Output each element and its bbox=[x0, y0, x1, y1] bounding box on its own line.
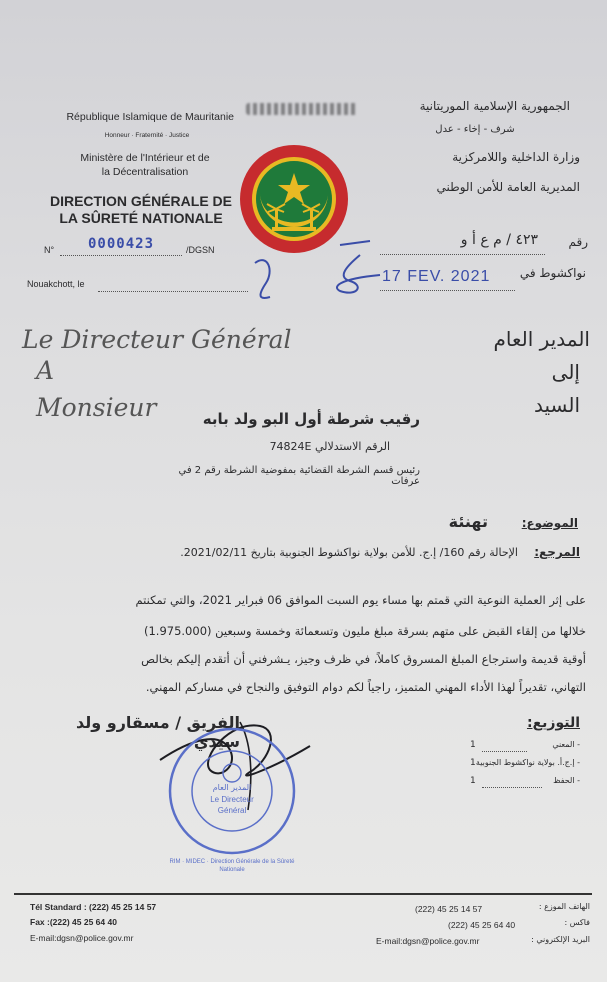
number-dots bbox=[60, 254, 182, 256]
top-scribble bbox=[246, 103, 358, 115]
fr-ministry-line1: Ministère de l'Intérieur et de bbox=[80, 152, 210, 164]
reference-value: الإحالة رقم 160/ إ.ج. للأمن بولاية نواكشوط الجنوبية بتاريخ 2021/02/11. bbox=[180, 546, 518, 559]
body-line-4: التهاني، تقديراً لهذا الأداء المهني المتميز، راجياً لكم دوام التوفيق والنجاح في مساركم المهني. bbox=[145, 680, 586, 694]
stamp-inner-1: Le Directeur bbox=[210, 795, 254, 804]
addressee-id: الرقم الاستدلالي 74824E bbox=[269, 440, 390, 453]
footer-email: E-mail:dgsn@police.gov.mr bbox=[30, 933, 134, 943]
ar-number-label: رقم bbox=[568, 235, 588, 249]
body-line-1: على إثر العملية النوعية التي قمتم بها مساء يوم السبت الموافق 06 فبراير 2021، والتي تمكنتم bbox=[135, 593, 586, 607]
distribution-title: التوزيع: bbox=[526, 715, 580, 731]
footer-ar-tel: (222) 45 25 14 57 bbox=[415, 904, 483, 914]
fr-ministry-line2: la Décentralisation bbox=[101, 166, 189, 178]
distribution-count-3: 1 bbox=[470, 776, 476, 786]
fr-a: A bbox=[36, 356, 55, 385]
footer-tel: Tél Standard : (222) 45 25 14 57 bbox=[30, 902, 157, 912]
footer-ar-email-label: البريد الإلكتروني : bbox=[531, 935, 590, 944]
footer-fax: Fax :(222) 45 25 64 40 bbox=[30, 917, 117, 927]
addressee-name: رقيب شرطة أول البو ولد بابه bbox=[202, 410, 420, 428]
fr-direction-line1: DIRECTION GÉNÉRALE DE bbox=[49, 193, 232, 209]
place-date-fr-dots bbox=[98, 290, 248, 292]
pen-marks bbox=[240, 225, 400, 315]
subject-value: تهنئة bbox=[448, 512, 488, 531]
number-prefix: N° bbox=[44, 245, 55, 255]
addressee-position: رئيس قسم الشرطة القضائية بمفوضية الشرطة رقم 2 في عرفات bbox=[178, 465, 420, 487]
ar-director-general: المدير العام bbox=[493, 327, 590, 351]
ar-republic: الجمهورية الإسلامية الموريتانية bbox=[419, 99, 570, 113]
stamp-inner-ar: المدير العام bbox=[212, 783, 252, 792]
fr-direction-line2: LA SÛRETÉ NATIONALE bbox=[59, 210, 223, 226]
footer-rule bbox=[14, 893, 592, 895]
ar-motto: شرف - إخاء - عدل bbox=[435, 124, 515, 135]
number-value: 0000423 bbox=[88, 236, 155, 252]
body-line-2: خلالها من إلقاء القبض على متهم بسرقة مبلغ مليون وتسعمائة وخمسة وسبعين (1.975.000) bbox=[143, 624, 586, 638]
fr-motto: Honneur · Fraternité · Justice bbox=[104, 132, 190, 139]
distribution-item-1: - المعني bbox=[552, 740, 580, 749]
stamp-inner-2: Général bbox=[217, 806, 247, 815]
date-stamp: 17 FEV. 2021 bbox=[382, 268, 491, 285]
fr-monsieur: Monsieur bbox=[36, 393, 157, 422]
distribution-item-2: - إ.ج.أ. بولاية نواكشوط الجنوبية bbox=[475, 758, 580, 767]
footer-ar-fax-label: فاكس : bbox=[564, 918, 590, 927]
number-suffix: /DGSN bbox=[186, 245, 215, 255]
ar-ministry: وزارة الداخلية واللامركزية bbox=[452, 150, 580, 164]
place-date-fr: Nouakchott, le bbox=[27, 279, 85, 289]
fr-republic: République Islamique de Mauritanie bbox=[66, 111, 234, 123]
stamp-ring-text: RIM · MIDEC · Direction Générale de la Sûreté Nationale bbox=[169, 859, 295, 873]
distribution-count-1: 1 bbox=[470, 740, 476, 750]
fr-director-general: Le Directeur Général bbox=[22, 325, 292, 354]
ar-number-dots bbox=[380, 253, 545, 255]
signatory: الفريق / مسقارو ولد سيدي bbox=[75, 713, 240, 751]
ar-place-date: نواكشوط في bbox=[519, 266, 586, 280]
subject-label: الموضوع: bbox=[521, 516, 578, 530]
ar-date-dots bbox=[380, 289, 515, 291]
ar-direction: المديرية العامة للأمن الوطني bbox=[436, 180, 580, 194]
ar-number-handwritten: ٤٢٣ / م ع أ و bbox=[460, 232, 538, 248]
distribution-dots-1 bbox=[482, 750, 527, 752]
body-line-3: أوقية قديمة واسترجاع المبلغ المسروق كاملاً، في ظرف وجيز، يـشرفني أن أتقدم إليكم بخالص bbox=[141, 652, 586, 666]
footer-ar-tel-label: الهاتف الموزع : bbox=[538, 902, 590, 911]
reference-label: المرجع: bbox=[534, 545, 580, 559]
distribution-item-3: - الحفظ bbox=[553, 776, 580, 785]
distribution-count-2: 1 bbox=[470, 758, 476, 768]
ar-to: إلى bbox=[551, 360, 580, 384]
distribution-dots-3 bbox=[482, 786, 542, 788]
footer-ar-fax: (222) 45 25 64 40 bbox=[448, 920, 516, 930]
ar-sir: السيد bbox=[533, 393, 580, 417]
footer-ar-email: E-mail:dgsn@police.gov.mr bbox=[376, 936, 480, 946]
